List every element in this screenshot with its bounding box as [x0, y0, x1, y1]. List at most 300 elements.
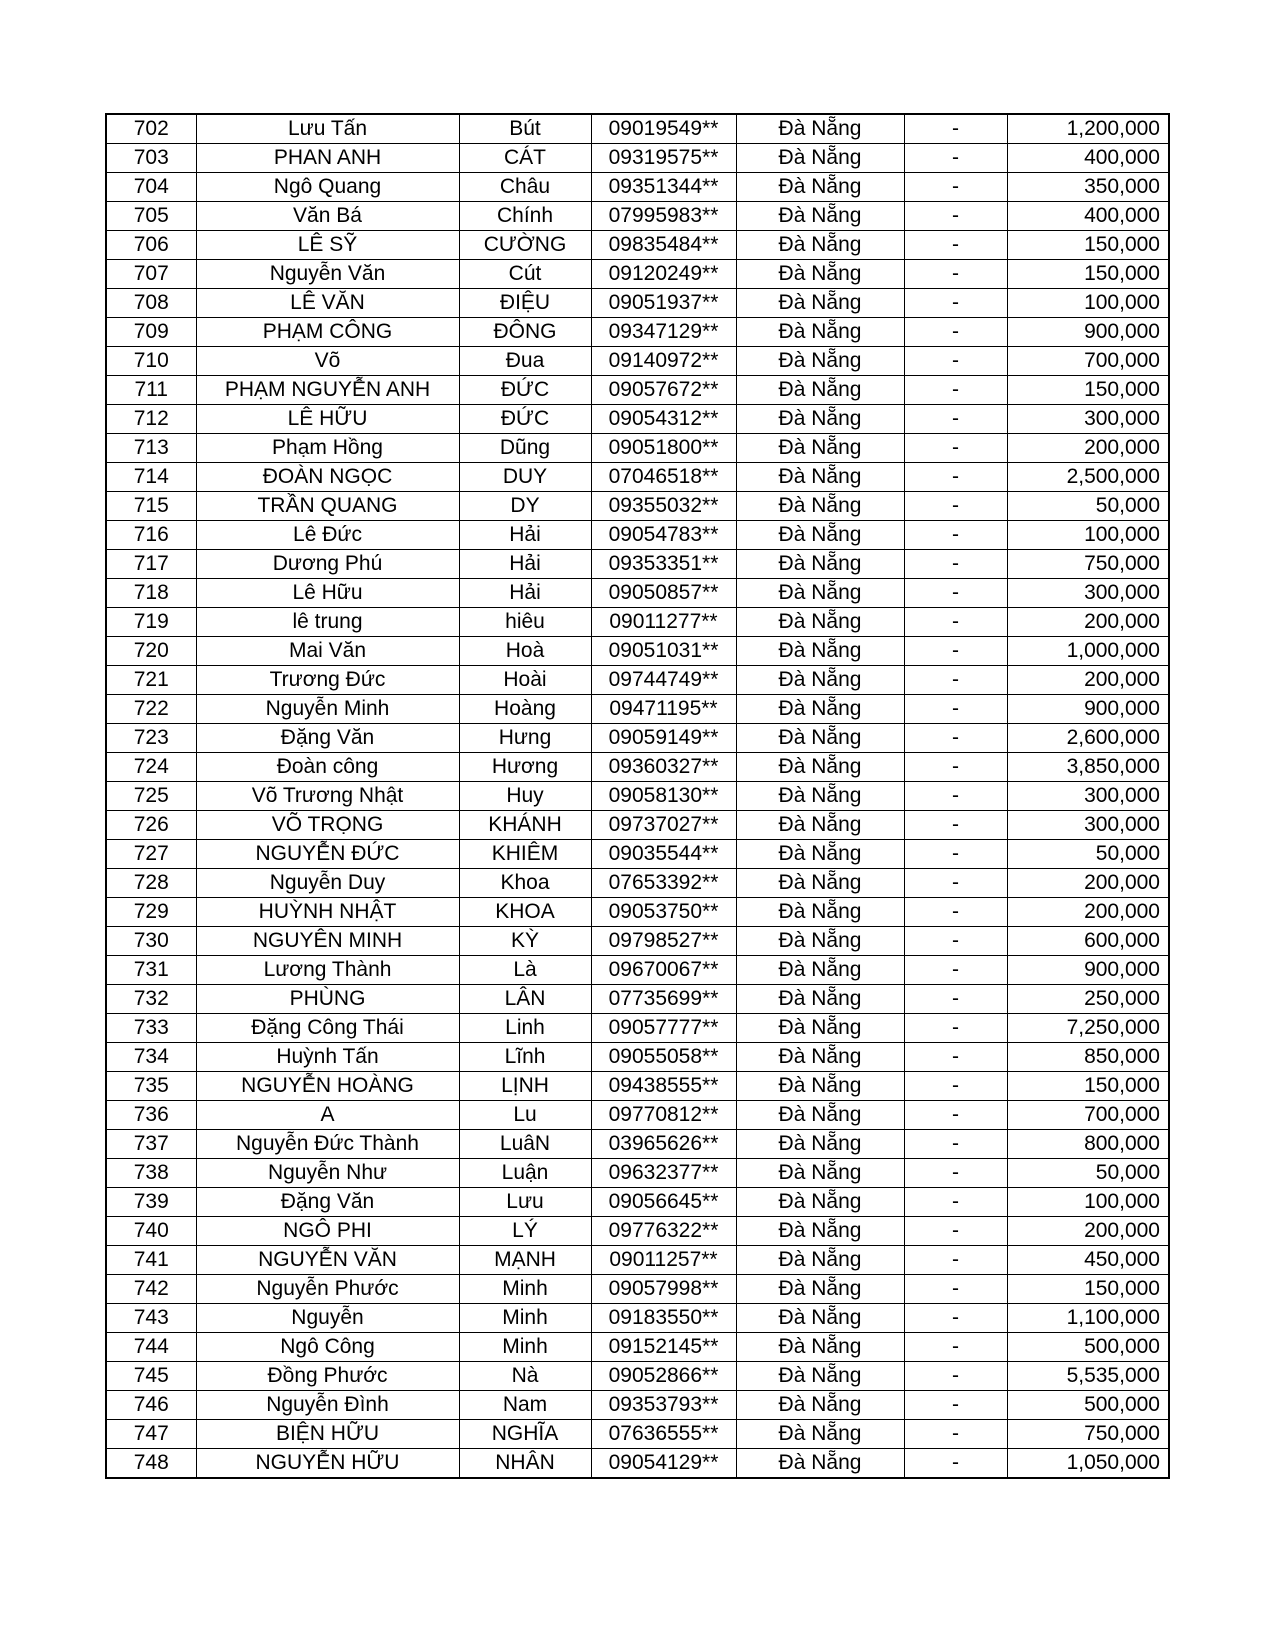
surname-cell: PHẠM NGUYỄN ANH: [196, 376, 459, 405]
amount-cell: 400,000: [1007, 144, 1169, 173]
amount-cell: 200,000: [1007, 869, 1169, 898]
city-cell: Đà Nẵng: [736, 173, 904, 202]
table-row: [106, 724, 1169, 753]
table-row: [106, 782, 1169, 811]
table-row: [106, 405, 1169, 434]
row-number-cell: 715: [106, 492, 196, 521]
row-number-cell: 719: [106, 608, 196, 637]
surname-cell: Lưu Tấn: [196, 114, 459, 144]
table-row: [106, 1130, 1169, 1159]
phone-cell: 09055058**: [591, 1043, 736, 1072]
city-cell: Đà Nẵng: [736, 144, 904, 173]
phone-cell: 09057672**: [591, 376, 736, 405]
dash-cell: -: [904, 347, 1007, 376]
amount-cell: 300,000: [1007, 579, 1169, 608]
surname-cell: PHAN ANH: [196, 144, 459, 173]
dash-cell: -: [904, 753, 1007, 782]
amount-cell: 200,000: [1007, 608, 1169, 637]
city-cell: Đà Nẵng: [736, 114, 904, 144]
dash-cell: -: [904, 318, 1007, 347]
amount-cell: 150,000: [1007, 231, 1169, 260]
amount-cell: 900,000: [1007, 318, 1169, 347]
phone-cell: 09054312**: [591, 405, 736, 434]
dash-cell: -: [904, 695, 1007, 724]
donor-table: [105, 113, 1170, 1479]
amount-cell: 350,000: [1007, 173, 1169, 202]
surname-cell: Dương Phú: [196, 550, 459, 579]
row-number-cell: 724: [106, 753, 196, 782]
row-number-cell: 739: [106, 1188, 196, 1217]
surname-cell: Phạm Hồng: [196, 434, 459, 463]
amount-cell: 150,000: [1007, 1072, 1169, 1101]
city-cell: Đà Nẵng: [736, 1101, 904, 1130]
dash-cell: -: [904, 1449, 1007, 1479]
dash-cell: -: [904, 1420, 1007, 1449]
table-row: [106, 1014, 1169, 1043]
table-row: [106, 1449, 1169, 1479]
row-number-cell: 726: [106, 811, 196, 840]
phone-cell: 09054783**: [591, 521, 736, 550]
dash-cell: -: [904, 1130, 1007, 1159]
phone-cell: 09353351**: [591, 550, 736, 579]
surname-cell: Nguyễn Duy: [196, 869, 459, 898]
row-number-cell: 713: [106, 434, 196, 463]
phone-cell: 09056645**: [591, 1188, 736, 1217]
given-name-cell: ĐIỆU: [459, 289, 591, 318]
given-name-cell: Bút: [459, 114, 591, 144]
city-cell: Đà Nẵng: [736, 782, 904, 811]
given-name-cell: CƯỜNG: [459, 231, 591, 260]
phone-cell: 09152145**: [591, 1333, 736, 1362]
table-row: [106, 898, 1169, 927]
amount-cell: 150,000: [1007, 260, 1169, 289]
dash-cell: -: [904, 260, 1007, 289]
surname-cell: Nguyễn Văn: [196, 260, 459, 289]
amount-cell: 450,000: [1007, 1246, 1169, 1275]
given-name-cell: Nam: [459, 1391, 591, 1420]
amount-cell: 200,000: [1007, 1217, 1169, 1246]
phone-cell: 03965626**: [591, 1130, 736, 1159]
phone-cell: 09351344**: [591, 173, 736, 202]
dash-cell: -: [904, 1188, 1007, 1217]
table-row: [106, 1275, 1169, 1304]
surname-cell: lê trung: [196, 608, 459, 637]
amount-cell: 1,100,000: [1007, 1304, 1169, 1333]
amount-cell: 700,000: [1007, 1101, 1169, 1130]
table-row: [106, 434, 1169, 463]
table-row: [106, 753, 1169, 782]
city-cell: Đà Nẵng: [736, 289, 904, 318]
dash-cell: -: [904, 289, 1007, 318]
surname-cell: Đặng Công Thái: [196, 1014, 459, 1043]
amount-cell: 50,000: [1007, 840, 1169, 869]
table-row: [106, 1246, 1169, 1275]
table-row: [106, 956, 1169, 985]
given-name-cell: NHÂN: [459, 1449, 591, 1479]
amount-cell: 100,000: [1007, 1188, 1169, 1217]
row-number-cell: 720: [106, 637, 196, 666]
amount-cell: 500,000: [1007, 1333, 1169, 1362]
row-number-cell: 730: [106, 927, 196, 956]
table-row: [106, 1217, 1169, 1246]
amount-cell: 50,000: [1007, 1159, 1169, 1188]
phone-cell: 09835484**: [591, 231, 736, 260]
given-name-cell: LuâN: [459, 1130, 591, 1159]
dash-cell: -: [904, 840, 1007, 869]
table-row: [106, 173, 1169, 202]
surname-cell: Nguyễn Đức Thành: [196, 1130, 459, 1159]
row-number-cell: 748: [106, 1449, 196, 1479]
phone-cell: 09140972**: [591, 347, 736, 376]
amount-cell: 1,200,000: [1007, 114, 1169, 144]
phone-cell: 09770812**: [591, 1101, 736, 1130]
surname-cell: PHẠM CÔNG: [196, 318, 459, 347]
phone-cell: 09360327**: [591, 753, 736, 782]
table-row: [106, 1188, 1169, 1217]
amount-cell: 400,000: [1007, 202, 1169, 231]
surname-cell: Lương Thành: [196, 956, 459, 985]
phone-cell: 09053750**: [591, 898, 736, 927]
city-cell: Đà Nẵng: [736, 202, 904, 231]
amount-cell: 100,000: [1007, 289, 1169, 318]
given-name-cell: NGHĨA: [459, 1420, 591, 1449]
amount-cell: 600,000: [1007, 927, 1169, 956]
phone-cell: 09052866**: [591, 1362, 736, 1391]
surname-cell: ĐOÀN NGỌC: [196, 463, 459, 492]
table-row: [106, 869, 1169, 898]
surname-cell: Ngô Công: [196, 1333, 459, 1362]
city-cell: Đà Nẵng: [736, 1130, 904, 1159]
surname-cell: Nguyễn: [196, 1304, 459, 1333]
amount-cell: 5,535,000: [1007, 1362, 1169, 1391]
phone-cell: 09319575**: [591, 144, 736, 173]
given-name-cell: Chính: [459, 202, 591, 231]
given-name-cell: Hải: [459, 550, 591, 579]
surname-cell: LÊ HỮU: [196, 405, 459, 434]
dash-cell: -: [904, 579, 1007, 608]
phone-cell: 09035544**: [591, 840, 736, 869]
city-cell: Đà Nẵng: [736, 347, 904, 376]
table-row: [106, 550, 1169, 579]
given-name-cell: Luận: [459, 1159, 591, 1188]
dash-cell: -: [904, 898, 1007, 927]
amount-cell: 750,000: [1007, 1420, 1169, 1449]
surname-cell: NGUYỄN HOÀNG: [196, 1072, 459, 1101]
city-cell: Đà Nẵng: [736, 1449, 904, 1479]
surname-cell: Nguyễn Như: [196, 1159, 459, 1188]
surname-cell: Nguyễn Minh: [196, 695, 459, 724]
phone-cell: 09737027**: [591, 811, 736, 840]
phone-cell: 07995983**: [591, 202, 736, 231]
table-row: [106, 318, 1169, 347]
phone-cell: 09670067**: [591, 956, 736, 985]
phone-cell: 09798527**: [591, 927, 736, 956]
surname-cell: NGUYỄN ĐỨC: [196, 840, 459, 869]
surname-cell: Nguyễn Phước: [196, 1275, 459, 1304]
dash-cell: -: [904, 463, 1007, 492]
given-name-cell: LÝ: [459, 1217, 591, 1246]
row-number-cell: 734: [106, 1043, 196, 1072]
phone-cell: 07636555**: [591, 1420, 736, 1449]
dash-cell: -: [904, 173, 1007, 202]
dash-cell: -: [904, 434, 1007, 463]
row-number-cell: 711: [106, 376, 196, 405]
table-row: [106, 347, 1169, 376]
city-cell: Đà Nẵng: [736, 898, 904, 927]
table-row: [106, 144, 1169, 173]
city-cell: Đà Nẵng: [736, 1014, 904, 1043]
row-number-cell: 732: [106, 985, 196, 1014]
row-number-cell: 708: [106, 289, 196, 318]
dash-cell: -: [904, 1159, 1007, 1188]
dash-cell: -: [904, 144, 1007, 173]
amount-cell: 50,000: [1007, 492, 1169, 521]
row-number-cell: 712: [106, 405, 196, 434]
amount-cell: 1,050,000: [1007, 1449, 1169, 1479]
city-cell: Đà Nẵng: [736, 463, 904, 492]
amount-cell: 900,000: [1007, 695, 1169, 724]
row-number-cell: 745: [106, 1362, 196, 1391]
dash-cell: -: [904, 492, 1007, 521]
row-number-cell: 731: [106, 956, 196, 985]
row-number-cell: 714: [106, 463, 196, 492]
phone-cell: 09059149**: [591, 724, 736, 753]
dash-cell: -: [904, 956, 1007, 985]
given-name-cell: Hải: [459, 579, 591, 608]
city-cell: Đà Nẵng: [736, 666, 904, 695]
amount-cell: 200,000: [1007, 434, 1169, 463]
table-row: [106, 1362, 1169, 1391]
table-row: [106, 1159, 1169, 1188]
dash-cell: -: [904, 1362, 1007, 1391]
dash-cell: -: [904, 724, 1007, 753]
phone-cell: 09183550**: [591, 1304, 736, 1333]
city-cell: Đà Nẵng: [736, 434, 904, 463]
given-name-cell: MẠNH: [459, 1246, 591, 1275]
given-name-cell: DY: [459, 492, 591, 521]
phone-cell: 09057777**: [591, 1014, 736, 1043]
table-row: [106, 637, 1169, 666]
amount-cell: 150,000: [1007, 1275, 1169, 1304]
city-cell: Đà Nẵng: [736, 521, 904, 550]
surname-cell: NGUYÊN MINH: [196, 927, 459, 956]
dash-cell: -: [904, 1275, 1007, 1304]
phone-cell: 09051800**: [591, 434, 736, 463]
amount-cell: 900,000: [1007, 956, 1169, 985]
given-name-cell: Hải: [459, 521, 591, 550]
surname-cell: LÊ SỸ: [196, 231, 459, 260]
phone-cell: 09058130**: [591, 782, 736, 811]
table-row: [106, 840, 1169, 869]
phone-cell: 09054129**: [591, 1449, 736, 1479]
given-name-cell: Hoàng: [459, 695, 591, 724]
city-cell: Đà Nẵng: [736, 811, 904, 840]
given-name-cell: ĐỨC: [459, 376, 591, 405]
surname-cell: NGUYỄN VĂN: [196, 1246, 459, 1275]
city-cell: Đà Nẵng: [736, 1362, 904, 1391]
phone-cell: 09011277**: [591, 608, 736, 637]
table-row: [106, 666, 1169, 695]
surname-cell: Mai Văn: [196, 637, 459, 666]
dash-cell: -: [904, 550, 1007, 579]
table-row: [106, 695, 1169, 724]
city-cell: Đà Nẵng: [736, 1072, 904, 1101]
surname-cell: Đặng Văn: [196, 724, 459, 753]
amount-cell: 150,000: [1007, 376, 1169, 405]
city-cell: Đà Nẵng: [736, 1217, 904, 1246]
phone-cell: 09353793**: [591, 1391, 736, 1420]
surname-cell: Đoàn công: [196, 753, 459, 782]
city-cell: Đà Nẵng: [736, 1275, 904, 1304]
city-cell: Đà Nẵng: [736, 376, 904, 405]
table-row: [106, 492, 1169, 521]
city-cell: Đà Nẵng: [736, 579, 904, 608]
city-cell: Đà Nẵng: [736, 1188, 904, 1217]
given-name-cell: Minh: [459, 1333, 591, 1362]
given-name-cell: Khoa: [459, 869, 591, 898]
dash-cell: -: [904, 1014, 1007, 1043]
city-cell: Đà Nẵng: [736, 405, 904, 434]
table-row: [106, 1333, 1169, 1362]
amount-cell: 200,000: [1007, 898, 1169, 927]
surname-cell: VÕ TRỌNG: [196, 811, 459, 840]
given-name-cell: Minh: [459, 1304, 591, 1333]
amount-cell: 200,000: [1007, 666, 1169, 695]
amount-cell: 250,000: [1007, 985, 1169, 1014]
table-row: [106, 260, 1169, 289]
given-name-cell: DUY: [459, 463, 591, 492]
surname-cell: Huỳnh Tấn: [196, 1043, 459, 1072]
city-cell: Đà Nẵng: [736, 753, 904, 782]
given-name-cell: CÁT: [459, 144, 591, 173]
row-number-cell: 744: [106, 1333, 196, 1362]
row-number-cell: 741: [106, 1246, 196, 1275]
surname-cell: Lê Đức: [196, 521, 459, 550]
dash-cell: -: [904, 1072, 1007, 1101]
surname-cell: Đồng Phước: [196, 1362, 459, 1391]
row-number-cell: 737: [106, 1130, 196, 1159]
row-number-cell: 743: [106, 1304, 196, 1333]
phone-cell: 09019549**: [591, 114, 736, 144]
city-cell: Đà Nẵng: [736, 1246, 904, 1275]
amount-cell: 7,250,000: [1007, 1014, 1169, 1043]
given-name-cell: Minh: [459, 1275, 591, 1304]
table-row: [106, 1304, 1169, 1333]
row-number-cell: 704: [106, 173, 196, 202]
given-name-cell: Dũng: [459, 434, 591, 463]
surname-cell: Trương Đức: [196, 666, 459, 695]
given-name-cell: Lu: [459, 1101, 591, 1130]
table-row: [106, 289, 1169, 318]
dash-cell: -: [904, 231, 1007, 260]
phone-cell: 09471195**: [591, 695, 736, 724]
row-number-cell: 728: [106, 869, 196, 898]
dash-cell: -: [904, 376, 1007, 405]
city-cell: Đà Nẵng: [736, 927, 904, 956]
surname-cell: A: [196, 1101, 459, 1130]
table-row: [106, 579, 1169, 608]
dash-cell: -: [904, 1246, 1007, 1275]
surname-cell: TRẦN QUANG: [196, 492, 459, 521]
row-number-cell: 705: [106, 202, 196, 231]
city-cell: Đà Nẵng: [736, 956, 904, 985]
surname-cell: Võ: [196, 347, 459, 376]
table-row: [106, 927, 1169, 956]
dash-cell: -: [904, 608, 1007, 637]
given-name-cell: KHOA: [459, 898, 591, 927]
row-number-cell: 709: [106, 318, 196, 347]
given-name-cell: Nà: [459, 1362, 591, 1391]
dash-cell: -: [904, 985, 1007, 1014]
row-number-cell: 706: [106, 231, 196, 260]
table-row: [106, 202, 1169, 231]
given-name-cell: Cút: [459, 260, 591, 289]
row-number-cell: 735: [106, 1072, 196, 1101]
dash-cell: -: [904, 1391, 1007, 1420]
amount-cell: 3,850,000: [1007, 753, 1169, 782]
dash-cell: -: [904, 521, 1007, 550]
table-row: [106, 521, 1169, 550]
city-cell: Đà Nẵng: [736, 318, 904, 347]
amount-cell: 850,000: [1007, 1043, 1169, 1072]
dash-cell: -: [904, 1304, 1007, 1333]
given-name-cell: Đua: [459, 347, 591, 376]
row-number-cell: 729: [106, 898, 196, 927]
city-cell: Đà Nẵng: [736, 840, 904, 869]
row-number-cell: 716: [106, 521, 196, 550]
given-name-cell: KHIÊM: [459, 840, 591, 869]
dash-cell: -: [904, 1333, 1007, 1362]
phone-cell: 09355032**: [591, 492, 736, 521]
table-row: [106, 376, 1169, 405]
city-cell: Đà Nẵng: [736, 985, 904, 1014]
surname-cell: Lê Hữu: [196, 579, 459, 608]
amount-cell: 500,000: [1007, 1391, 1169, 1420]
city-cell: Đà Nẵng: [736, 492, 904, 521]
phone-cell: 09051031**: [591, 637, 736, 666]
phone-cell: 09120249**: [591, 260, 736, 289]
city-cell: Đà Nẵng: [736, 260, 904, 289]
row-number-cell: 717: [106, 550, 196, 579]
surname-cell: Ngô Quang: [196, 173, 459, 202]
dash-cell: -: [904, 114, 1007, 144]
given-name-cell: Hoà: [459, 637, 591, 666]
row-number-cell: 747: [106, 1420, 196, 1449]
given-name-cell: Hưng: [459, 724, 591, 753]
given-name-cell: ĐỨC: [459, 405, 591, 434]
dash-cell: -: [904, 1043, 1007, 1072]
phone-cell: 07653392**: [591, 869, 736, 898]
surname-cell: LÊ VĂN: [196, 289, 459, 318]
given-name-cell: Linh: [459, 1014, 591, 1043]
city-cell: Đà Nẵng: [736, 608, 904, 637]
surname-cell: Văn Bá: [196, 202, 459, 231]
amount-cell: 2,600,000: [1007, 724, 1169, 753]
table-row: [106, 231, 1169, 260]
table-row: [106, 608, 1169, 637]
city-cell: Đà Nẵng: [736, 1159, 904, 1188]
table-row: [106, 1101, 1169, 1130]
row-number-cell: 718: [106, 579, 196, 608]
city-cell: Đà Nẵng: [736, 1420, 904, 1449]
table-row: [106, 1043, 1169, 1072]
phone-cell: 07735699**: [591, 985, 736, 1014]
row-number-cell: 707: [106, 260, 196, 289]
given-name-cell: LỊNH: [459, 1072, 591, 1101]
amount-cell: 100,000: [1007, 521, 1169, 550]
dash-cell: -: [904, 927, 1007, 956]
row-number-cell: 723: [106, 724, 196, 753]
